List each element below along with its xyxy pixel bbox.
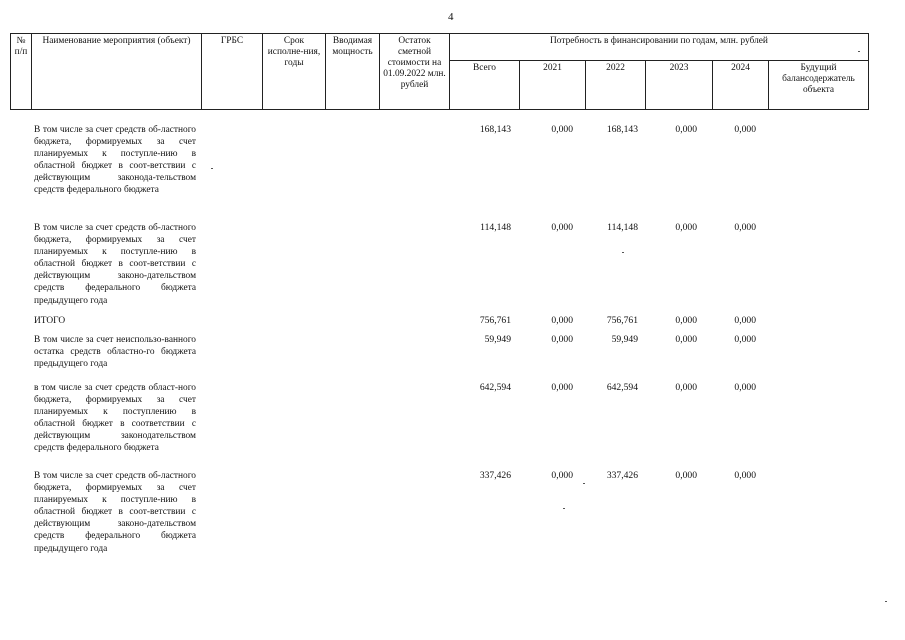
cell-total: 114,148: [480, 222, 511, 233]
cell-total: 59,949: [484, 334, 511, 345]
scan-speck: [622, 252, 624, 253]
row-description: ИТОГО: [34, 316, 66, 326]
cell-2021: 0,000: [551, 382, 573, 393]
header-remainder: Остаток сметной стоимости на 01.09.2022 млн. рублей: [380, 34, 450, 110]
header-capacity: Вводимая мощность: [326, 34, 380, 110]
scan-speck: [885, 601, 887, 602]
header-holder: Будущий балансодержатель объекта: [769, 61, 869, 110]
cell-2023: 0,000: [675, 315, 697, 326]
cell-2021: 0,000: [551, 334, 573, 345]
header-need: Потребность в финансировании по годам, млн. рублей: [450, 34, 869, 61]
cell-total: 337,426: [479, 470, 511, 481]
row-description: В том числе за счет средств об-ластного бюджета, формируемых за счет планируемых к поступле-нию в областной бюджет в соот-ветствии с действующим законо-дательством средств федерального бюджета предыдущего года: [34, 223, 196, 306]
row-description: В том числе за счет средств об-ластного бюджета, формируемых за счет планируемых к поступле-нию в областной бюджет в соот-ветствии с действующим законо-дательством средств федерального бюджета предыдущего года: [34, 471, 196, 554]
scan-speck: [211, 168, 213, 169]
cell-2022: 337,426: [606, 470, 638, 481]
header-2021: 2021: [520, 61, 586, 110]
cell-2024: 0,000: [734, 124, 756, 135]
cell-2021: 0,000: [551, 222, 573, 233]
cell-2024: 0,000: [734, 470, 756, 481]
cell-2022: 168,143: [606, 124, 638, 135]
header-term: Срок исполне-ния, годы: [263, 34, 326, 110]
scan-speck: [563, 508, 565, 509]
cell-2024: 0,000: [734, 222, 756, 233]
page-number: 4: [448, 11, 454, 23]
cell-2022: 756,761: [606, 315, 638, 326]
cell-2023: 0,000: [675, 222, 697, 233]
cell-2021: 0,000: [551, 124, 573, 135]
header-2022: 2022: [586, 61, 646, 110]
cell-2021: 0,000: [551, 470, 573, 481]
cell-2023: 0,000: [675, 382, 697, 393]
header-grbs: ГРБС: [202, 34, 263, 110]
cell-2024: 0,000: [734, 315, 756, 326]
row-description: в том числе за счет средств област-ного бюджета, формируемых за счет планируемых к поступлению в областной бюджет в соответствии с действующим законодательством средств федерального бюджета: [34, 383, 196, 454]
header-2023: 2023: [646, 61, 713, 110]
cell-2022: 59,949: [611, 334, 638, 345]
cell-total: 642,594: [479, 382, 511, 393]
scan-speck: [858, 51, 860, 52]
cell-2022: 642,594: [606, 382, 638, 393]
cell-2021: 0,000: [551, 315, 573, 326]
cell-total: 756,761: [479, 315, 511, 326]
header-name: Наименование мероприятия (объект): [32, 34, 202, 110]
header-num: № п/п: [11, 34, 32, 110]
cell-2023: 0,000: [675, 334, 697, 345]
cell-2023: 0,000: [675, 470, 697, 481]
scan-speck: [583, 483, 585, 484]
header-total: Всего: [450, 61, 520, 110]
cell-total: 168,143: [479, 124, 511, 135]
cell-2022: 114,148: [607, 222, 638, 233]
header-2024: 2024: [713, 61, 769, 110]
cell-2024: 0,000: [734, 334, 756, 345]
cell-2023: 0,000: [675, 124, 697, 135]
cell-2024: 0,000: [734, 382, 756, 393]
row-description: В том числе за счет неиспользо-ванного остатка средств областно-го бюджета предыдущего года: [34, 335, 196, 370]
row-description: В том числе за счет средств об-ластного бюджета, формируемых за счет планируемых к поступле-нию в областной бюджет в соот-ветствии с действующим законода-тельством средств федерального бюджета: [34, 125, 196, 196]
